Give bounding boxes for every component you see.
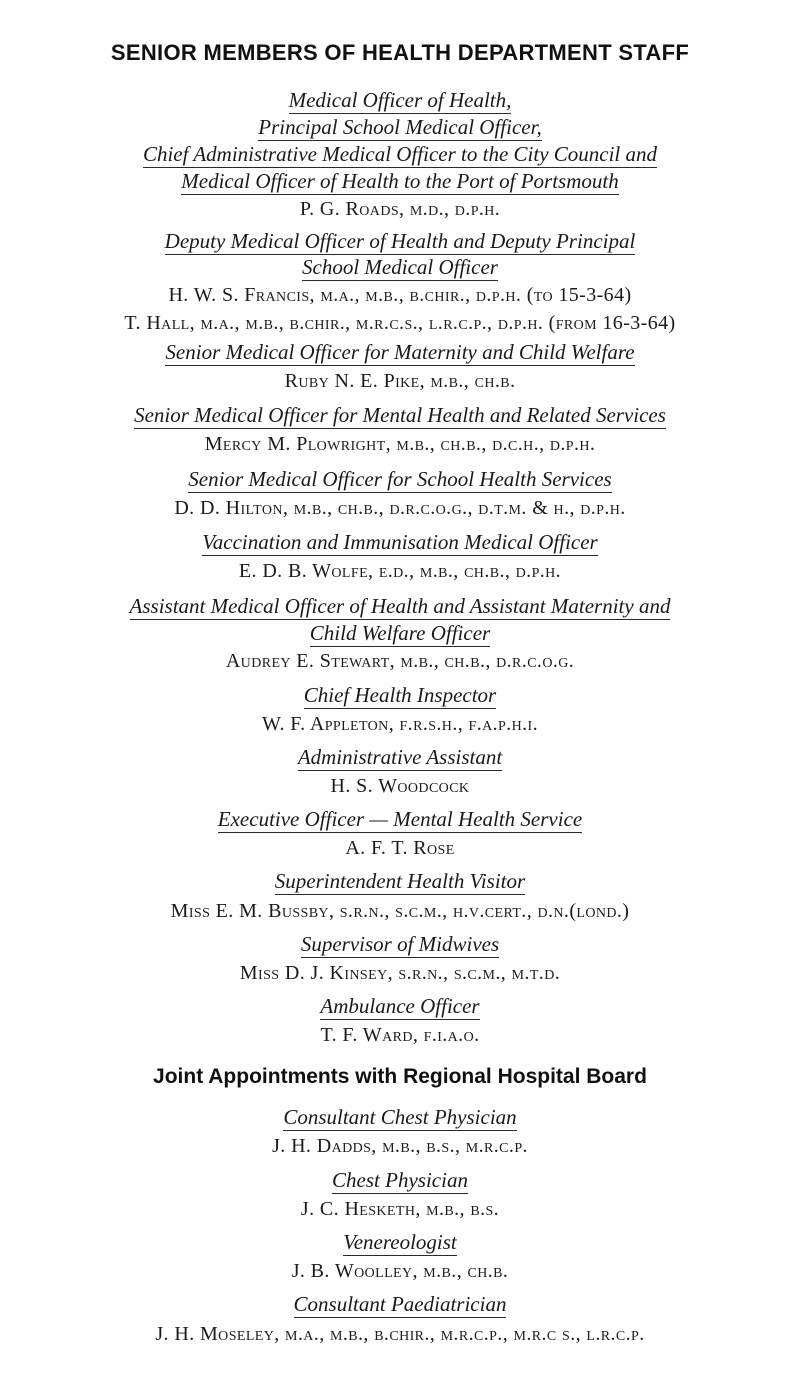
page-title: SENIOR MEMBERS OF HEALTH DEPARTMENT STAFF — [110, 40, 690, 65]
role-title: Executive Officer — Mental Health Service — [217, 807, 583, 831]
staff-name: T. F. Ward, f.i.a.o. — [320, 1024, 480, 1046]
role-title: Vaccination and Immunisation Medical Officer — [202, 530, 598, 554]
staff-name: J. H. Moseley, m.a., m.b., b.chir., m.r.c.p., m.r.c s., l.r.c.p. — [155, 1323, 645, 1345]
staff-name: W. F. Appleton, f.r.s.h., f.a.p.h.i. — [262, 713, 538, 735]
staff-name: H. S. Woodcock — [330, 775, 470, 797]
staff-name: A. F. T. Rose — [345, 837, 455, 859]
staff-name: D. D. Hilton, m.b., ch.b., d.r.c.o.g., d.t.m. & h., d.p.h. — [174, 497, 626, 519]
role-title: Administrative Assistant — [297, 745, 503, 769]
role-title: Child Welfare Officer — [309, 621, 491, 645]
role-title: Supervisor of Midwives — [300, 932, 500, 956]
staff-name: Miss E. M. Bussby, s.r.n., s.c.m., h.v.cert., d.n.(lond.) — [170, 900, 630, 922]
staff-name: E. D. B. Wolfe, e.d., m.b., ch.b., d.p.h. — [238, 560, 562, 582]
role-title: Chest Physician — [332, 1168, 468, 1192]
role-title: Chief Administrative Medical Officer to the City Council and — [142, 142, 658, 166]
role-title: Medical Officer of Health, — [288, 88, 512, 112]
staff-name: Audrey E. Stewart, m.b., ch.b., d.r.c.o.g. — [225, 650, 575, 672]
role-title: Senior Medical Officer for School Health Services — [188, 467, 612, 491]
role-title: Principal School Medical Officer, — [258, 115, 542, 139]
role-title: Consultant Chest Physician — [283, 1105, 517, 1129]
section-heading: Joint Appointments with Regional Hospital Board — [153, 1065, 647, 1088]
staff-name: J. C. Hesketh, m.b., b.s. — [300, 1198, 500, 1220]
staff-name: J. B. Woolley, m.b., ch.b. — [291, 1260, 509, 1282]
role-title: Deputy Medical Officer of Health and Deputy Principal — [164, 229, 636, 253]
staff-name: P. G. Roads, m.d., d.p.h. — [299, 198, 501, 220]
role-title: School Medical Officer — [302, 255, 498, 279]
role-title: Consultant Paediatrician — [293, 1292, 507, 1316]
role-title: Senior Medical Officer for Mental Health and Related Services — [134, 403, 666, 427]
role-title: Senior Medical Officer for Maternity and Child Welfare — [165, 340, 635, 364]
staff-name: Miss D. J. Kinsey, s.r.n., s.c.m., m.t.d. — [239, 962, 561, 984]
staff-name: J. H. Dadds, m.b., b.s., m.r.c.p. — [272, 1135, 528, 1157]
staff-name: T. Hall, m.a., m.b., b.chir., m.r.c.s., l.r.c.p., d.p.h. (from 16-3-64) — [124, 312, 676, 334]
role-title: Assistant Medical Officer of Health and Assistant Maternity and — [129, 594, 671, 618]
role-title: Ambulance Officer — [320, 994, 480, 1018]
staff-name: H. W. S. Francis, m.a., m.b., b.chir., d.p.h. (to 15-3-64) — [168, 284, 632, 306]
staff-name: Mercy M. Plowright, m.b., ch.b., d.c.h., d.p.h. — [204, 433, 596, 455]
role-title: Chief Health Inspector — [303, 683, 497, 707]
role-title: Venereologist — [343, 1230, 457, 1254]
role-title: Medical Officer of Health to the Port of Portsmouth — [181, 169, 619, 193]
staff-name: Ruby N. E. Pike, m.b., ch.b. — [284, 370, 516, 392]
role-title: Superintendent Health Visitor — [274, 869, 526, 893]
